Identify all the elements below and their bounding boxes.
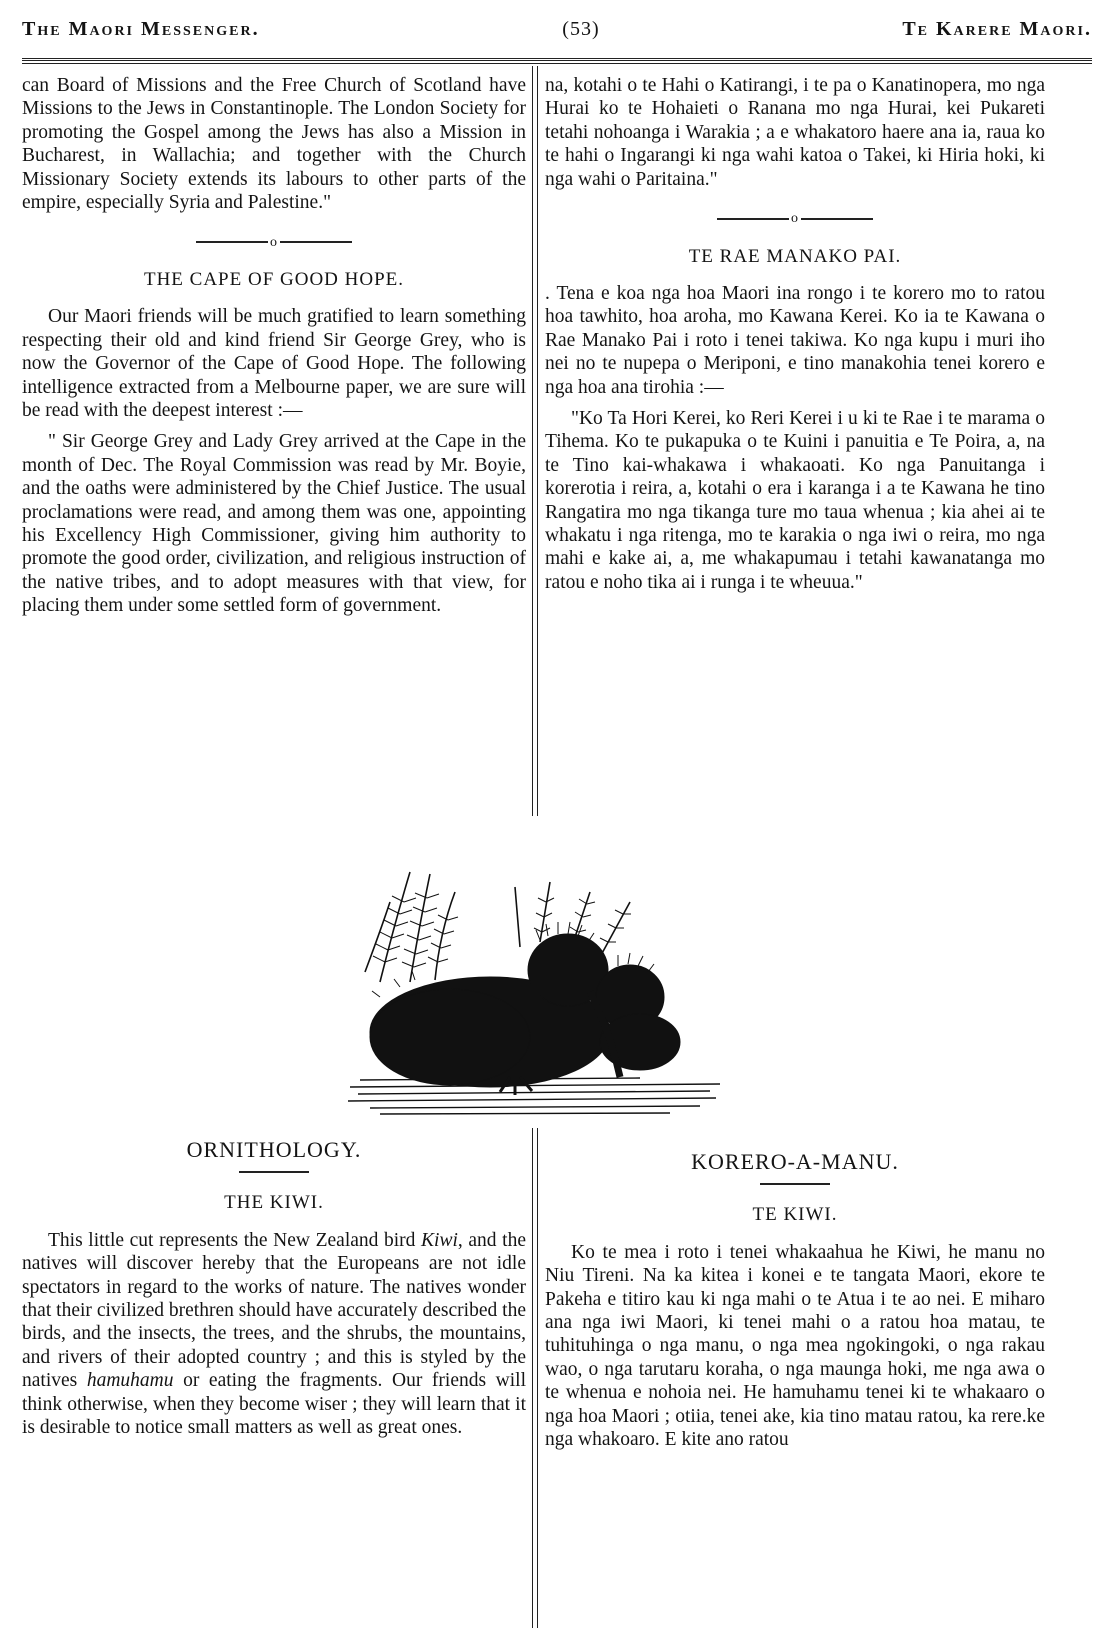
maori-paragraph-1: . Tena e koa nga hoa Maori ina rongo i te korero mo to ratou hoa tawhito, hoa aroha, mo Kawana Kerei. Ko ia te Kawana o Rae Manako Pai i roto i tenei takiwa. Ko nga kupu i muri iho nei no te nupepa o Meriponi, e tino manakohia tenei korero e nga hoa ana tirohia :— (545, 282, 1045, 398)
english-continued-paragraph: can Board of Missions and the Free Church of Scotland have Missions to the Jews in Constantinople. The London Society for promoting the Gospel among the Jews has also a Mission in Bucharest, in Wallachia; and together with the Church Missionary Society extends its labours to other parts of the empire, especially Syria and Palestine." (22, 75, 526, 214)
page-header (22, 18, 1092, 52)
section-dash: o (22, 230, 526, 253)
header-rule (22, 58, 1092, 64)
english-kiwi-paragraph: This little cut represents the New Zealand bird Kiwi, and the natives will discover hereby that the Europeans are not idle spectators in regard to the works of nature. The natives wonder that their civilized brethren should have accurately described the birds, and the insects, the trees, and the shrubs, the mountains, and rivers of their adopted country ; and this is styled by the natives hamuhamu or eating the fragments. Our friends will think otherwise, when they become wiser ; they will learn that it is desirable to notice small matters as well as great ones. (22, 1229, 526, 1439)
maori-kiwi-paragraph: Ko te mea i roto i tenei whakaahua he Kiwi, he manu no Niu Tireni. Na ka kitea i konei e te tangata Maori, ekore te Pakeha e titiro kau ki nga mahi o te Atua i te ao nei. E miharo ana nga iwi Maori, ki tenei mahi o a ratou hoa matau, te tuhituhinga o nga manu, o nga mea ngokingoki, o nga rakau wao, o nga tarutaru koraha, o nga maunga hoki, me nga awa o te whenua e nohoia nei. He hamuhamu tenei ki te whakaaro o nga hoa Maori ; otiia, tenei ake, kia tino matau ratou, ka rere.ke nga whakoaro. E kite ano ratou (545, 1241, 1045, 1451)
maori-paragraph-2: "Ko Ta Hori Kerei, ko Reri Kerei i u ki te Rae i te marama o Tihema. Ko te pukapuka o te Kuini i panuitia e Te Poira, a, na te Tino kai-whakawa i whakaoati. Ko nga Panuitanga i korerotia i reira, a, kotahi o era i karanga i a te Kawana he tino Rangatira mo nga tikanga ture mo taua whenua ; kia ahei ai te whakatu i nga ritenga, mo te karakia o nga iwi o reira, mo nga mahi e kake ai, a, me whakapumau i tetahi kawanatanga mo ratou e noho tika ai i runga i te wheuua." (545, 407, 1045, 593)
heading-rule (239, 1171, 309, 1173)
english-column-top (22, 74, 526, 618)
english-paragraph-1: Our Maori friends will be much gratified to learn something respecting their old and kind friend Sir George Grey, who is now the Governor of the Cape of Good Hope. The following intelligence extracted from a Melbourne paper, we are sure will be read with the deepest interest :— (22, 306, 526, 421)
section-heading-rae-manako: TE RAE MANAKO PAI. (688, 245, 902, 267)
subheading-te-kiwi: TE KIWI. (752, 1204, 838, 1226)
maori-column-bottom (545, 1138, 1045, 1451)
page-number: (53) (562, 18, 600, 40)
section-heading-ornithology: ORNITHOLOGY. (186, 1137, 362, 1162)
column-divider-bottom (532, 1128, 533, 1628)
kiwi-illustration (340, 862, 730, 1122)
header-title-maori: Te Karere Maori. (902, 18, 1092, 40)
maori-continued-paragraph: na, kotahi o te Hahi o Katirangi, i te pa o Kanatinopera, mo nga Hurai ko te Hohaieti o Ranana mo nga Hurai, kei Pukareti tetahi nohoanga i Warakia ; a e whakatoro haere ana ia, raua ko te hahi o Ingarangi ki nga wahi katoa o Takei, ki Hiria hoki, ki nga wahi o Paritaina." (545, 75, 1045, 190)
section-heading-korero-a-manu: KORERO-A-MANU. (691, 1149, 899, 1174)
subheading-the-kiwi: THE KIWI. (224, 1192, 324, 1214)
column-divider-bottom-2 (537, 1128, 538, 1628)
column-divider-top-2 (537, 66, 538, 816)
heading-rule-maori (760, 1183, 830, 1185)
kiwi-word: Kiwi (421, 1229, 458, 1251)
header-title-english: The Maori Messenger. (22, 18, 260, 40)
english-column-bottom (22, 1138, 526, 1439)
english-paragraph-2: " Sir George Grey and Lady Grey arrived at the Cape in the month of Dec. The Royal Commission was read by Mr. Boyie, and the oaths were administered by the Chief Justice. The usual proclamations were read, and among them was one, appointing his Excellency High Commissioner, giving him authority to promote the good order, civilization, and religious instruction of the native tribes, and to adopt measures with that view, for placing them under some settled form of government. (22, 431, 526, 617)
maori-column-top (545, 74, 1045, 594)
hamuhamu-word: hamuhamu (86, 1370, 174, 1392)
column-divider-top (532, 66, 533, 816)
section-dash-maori: o (545, 207, 1045, 230)
section-heading-cape: THE CAPE OF GOOD HOPE. (143, 268, 405, 290)
